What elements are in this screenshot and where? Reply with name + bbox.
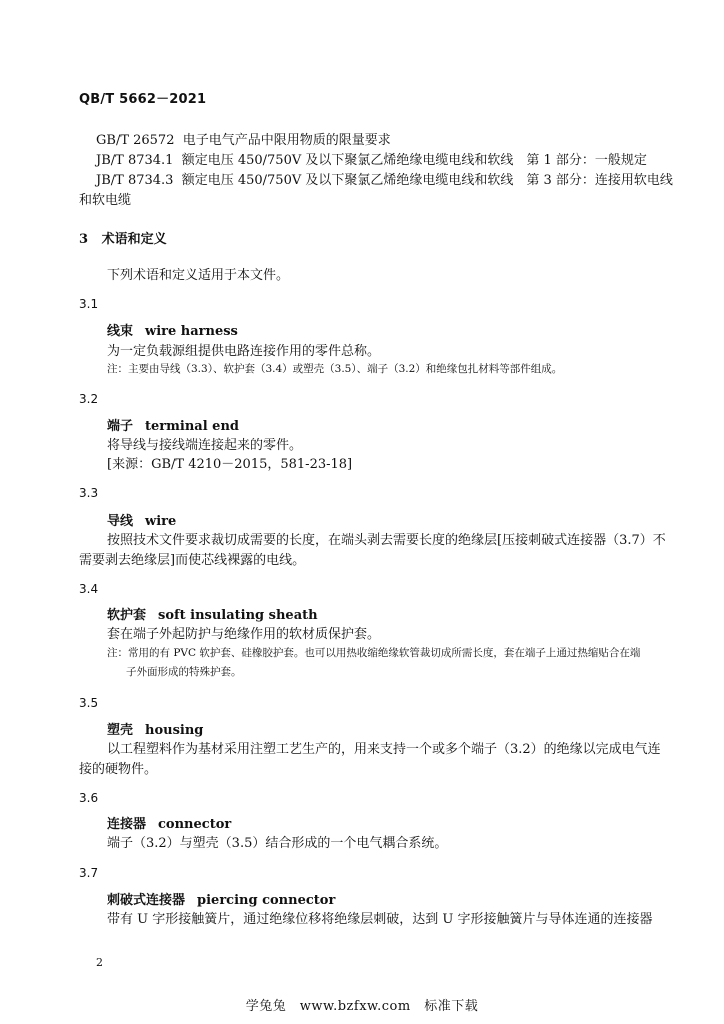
section-heading bbox=[79, 230, 167, 250]
reference-item bbox=[96, 151, 647, 171]
term-en: wire bbox=[145, 514, 177, 529]
term-definition: 将导线与接线端连接起来的零件。 bbox=[107, 438, 303, 453]
term-zh: 塑壳 bbox=[107, 723, 134, 738]
term-definition: 端子（3.2）与塑壳（3.5）结合形成的一个电气耦合系统。 bbox=[107, 836, 448, 851]
term-heading bbox=[107, 815, 231, 835]
reference-title-continuation: 和软电缆 bbox=[79, 193, 132, 208]
term-en: housing bbox=[145, 723, 204, 738]
term-en: piercing connector bbox=[197, 893, 336, 908]
reference-item bbox=[96, 131, 391, 151]
term-zh: 软护套 bbox=[107, 608, 147, 623]
term-heading bbox=[107, 891, 335, 911]
term-zh: 导线 bbox=[107, 514, 134, 529]
term-en: terminal end bbox=[145, 419, 239, 434]
term-number: 3.7 bbox=[79, 866, 99, 880]
term-number: 3.6 bbox=[79, 791, 99, 805]
term-en: connector bbox=[158, 817, 232, 832]
reference-code: JB/T 8734.3 bbox=[96, 173, 174, 188]
reference-title: 额定电压 450/750V 及以下聚氯乙烯绝缘电缆电线和软线 第 3 部分：连接用软电线 bbox=[181, 173, 673, 188]
reference-code: GB/T 26572 bbox=[96, 133, 175, 148]
section-intro: 下列术语和定义适用于本文件。 bbox=[107, 268, 290, 283]
section-number: 3 bbox=[79, 232, 89, 247]
reference-code: JB/T 8734.1 bbox=[96, 153, 174, 168]
page-number: 2 bbox=[96, 956, 103, 969]
term-definition: 按照技术文件要求裁切成需要的长度，在端头剥去需要长度的绝缘层[压接刺破式连接器（3.7）不 bbox=[107, 533, 666, 548]
term-definition: 需要剥去绝缘层]而使芯线裸露的电线。 bbox=[79, 553, 306, 568]
term-zh: 连接器 bbox=[107, 817, 147, 832]
term-source: [来源：GB/T 4210－2015，581-23-18] bbox=[107, 457, 353, 472]
term-definition: 接的硬物件。 bbox=[79, 762, 158, 777]
term-zh: 端子 bbox=[107, 419, 134, 434]
term-heading bbox=[107, 417, 239, 437]
term-en: soft insulating sheath bbox=[158, 608, 318, 623]
term-heading bbox=[107, 721, 203, 741]
term-number: 3.1 bbox=[79, 297, 99, 311]
term-number: 3.5 bbox=[79, 696, 99, 710]
term-note: 子外面形成的特殊护套。 bbox=[126, 666, 242, 678]
reference-title: 电子电气产品中限用物质的限量要求 bbox=[182, 133, 391, 148]
term-en: wire harness bbox=[145, 324, 238, 339]
term-heading bbox=[107, 322, 238, 342]
term-number: 3.2 bbox=[79, 392, 99, 406]
term-heading bbox=[107, 606, 318, 626]
term-number: 3.4 bbox=[79, 582, 99, 596]
reference-title: 额定电压 450/750V 及以下聚氯乙烯绝缘电缆电线和软线 第 1 部分：一般规定 bbox=[181, 153, 647, 168]
term-definition: 以工程塑料作为基材采用注塑工艺生产的，用来支持一个或多个端子（3.2）的绝缘以完成电气连 bbox=[107, 742, 661, 757]
term-note: 注：主要由导线（3.3）、软护套（3.4）或塑壳（3.5）、端子（3.2）和绝缘包扎材料等部件组成。 bbox=[107, 363, 563, 375]
term-definition: 套在端子外起防护与绝缘作用的软材质保护套。 bbox=[107, 627, 381, 642]
term-definition: 为一定负载源组提供电路连接作用的零件总称。 bbox=[107, 344, 381, 359]
term-heading bbox=[107, 512, 176, 532]
term-zh: 刺破式连接器 bbox=[107, 893, 186, 908]
term-zh: 线束 bbox=[107, 324, 134, 339]
term-note: 注：常用的有 PVC 软护套、硅橡胶护套。也可以用热收缩绝缘软管裁切成所需长度，套在端子上通过热缩贴合在端 bbox=[107, 647, 641, 659]
reference-item bbox=[96, 171, 673, 191]
section-title: 术语和定义 bbox=[101, 232, 167, 247]
document-code-header: QB/T 5662－2021 bbox=[79, 92, 207, 107]
footer-watermark: 学兔兔 www.bzfxw.com 标准下载 bbox=[245, 999, 479, 1014]
term-number: 3.3 bbox=[79, 486, 99, 500]
term-definition: 带有 U 字形接触簧片，通过绝缘位移将绝缘层刺破，达到 U 字形接触簧片与导体连通的连接器 bbox=[107, 912, 653, 927]
